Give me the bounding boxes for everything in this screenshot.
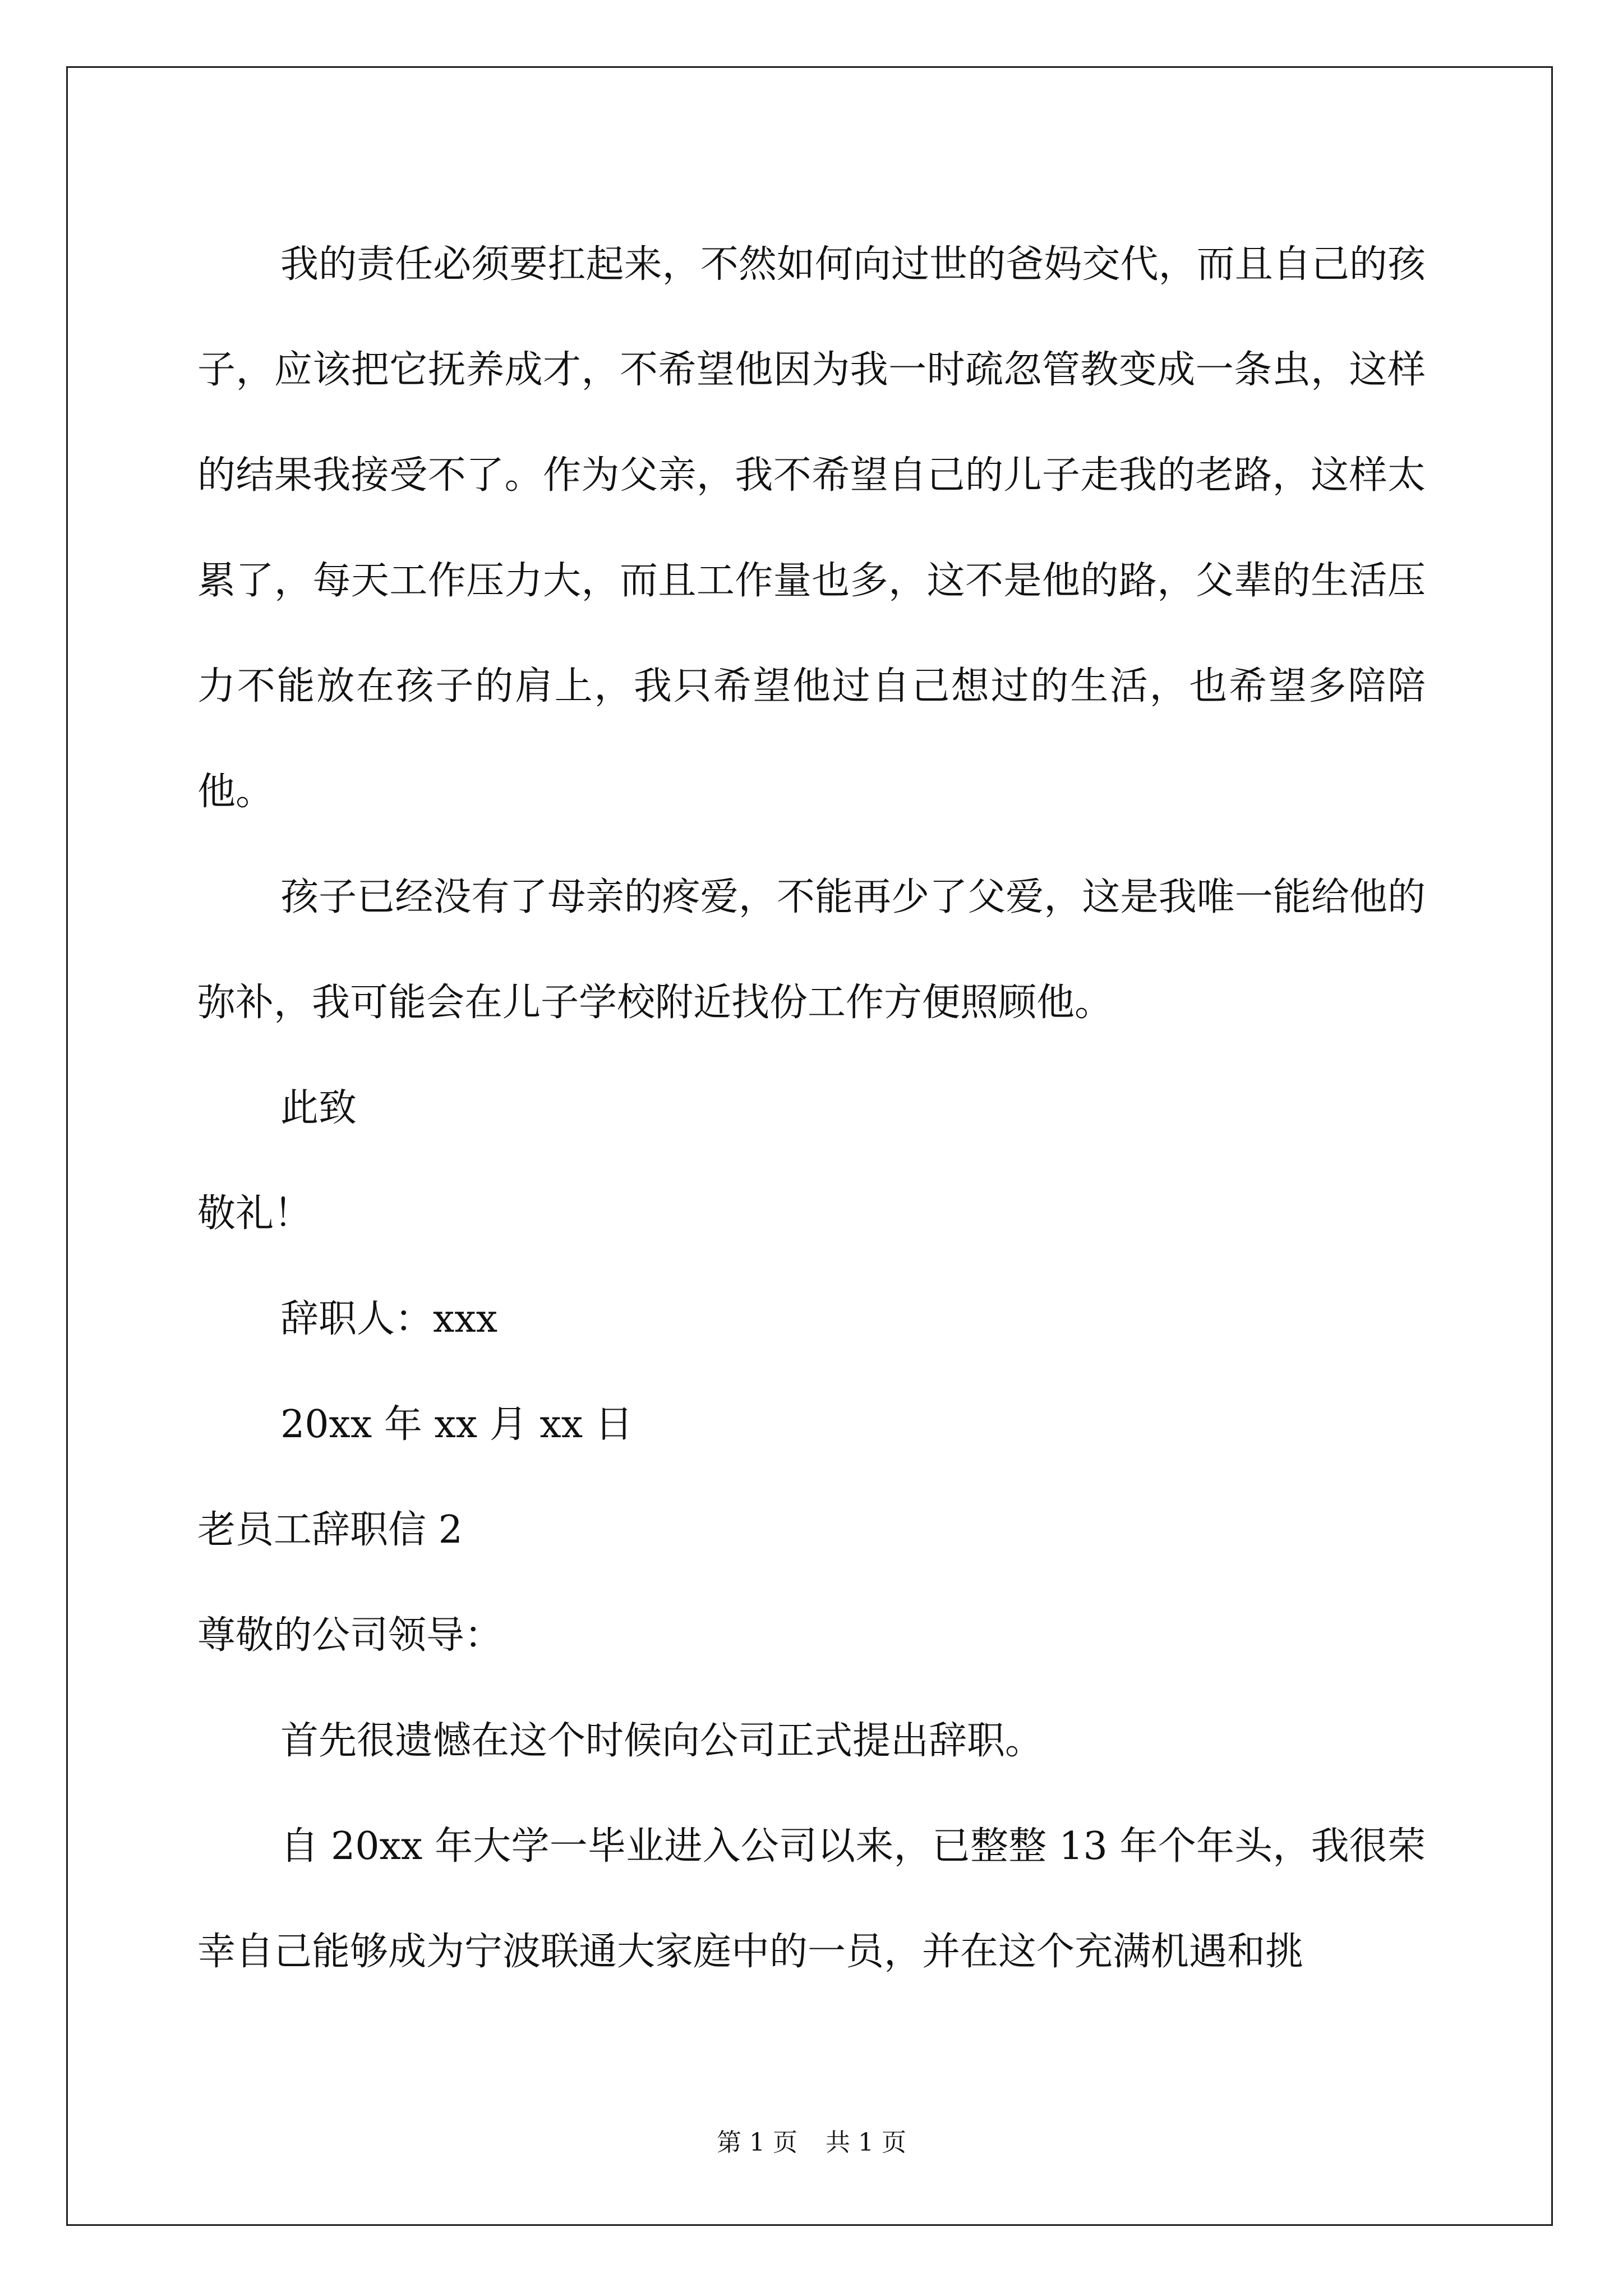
date-line: 20xx 年 xx 月 xx 日 (280, 1402, 633, 1447)
closing-salutation: 此致 (280, 1086, 357, 1130)
closing-regards: 敬礼！ (197, 1191, 312, 1236)
page-number: 第 1 页 (717, 2128, 797, 2157)
section-title: 老员工辞职信 2 (197, 1508, 463, 1552)
page-total: 共 1 页 (826, 2128, 906, 2157)
page-footer (0, 2126, 1623, 2160)
signature-line: 辞职人：xxx (280, 1297, 498, 1341)
paragraph-career-history: 自 20xx 年大学一毕业进入公司以来，已整整 13 年个年头，我很荣幸自己能够成为宁波联通大家庭中的一员，并在这个充满机遇和挑 (197, 1824, 1426, 1974)
letter-greeting: 尊敬的公司领导： (197, 1613, 503, 1658)
letter-body (197, 212, 1426, 2005)
paragraph-responsibility: 我的责任必须要扛起来，不然如何向过世的爸妈交代，而且自己的孩子，应该把它抚养成才，不希望他因为我一时疏忽管教变成一条虫，这样的结果我接受不了。作为父亲，我不希望自己的儿子走我的老路，这样太累了，每天工作压力大，而且工作量也多，这不是他的路，父辈的生活压力不能放在孩子的肩上，我只希望他过自己想过的生活，也希望多陪陪他。 (197, 242, 1426, 814)
paragraph-resignation: 首先很遗憾在这个时候向公司正式提出辞职。 (280, 1719, 1044, 1763)
paragraph-child-care: 孩子已经没有了母亲的疼爱，不能再少了父爱，这是我唯一能给他的弥补，我可能会在儿子学校附近找份工作方便照顾他。 (197, 875, 1426, 1025)
